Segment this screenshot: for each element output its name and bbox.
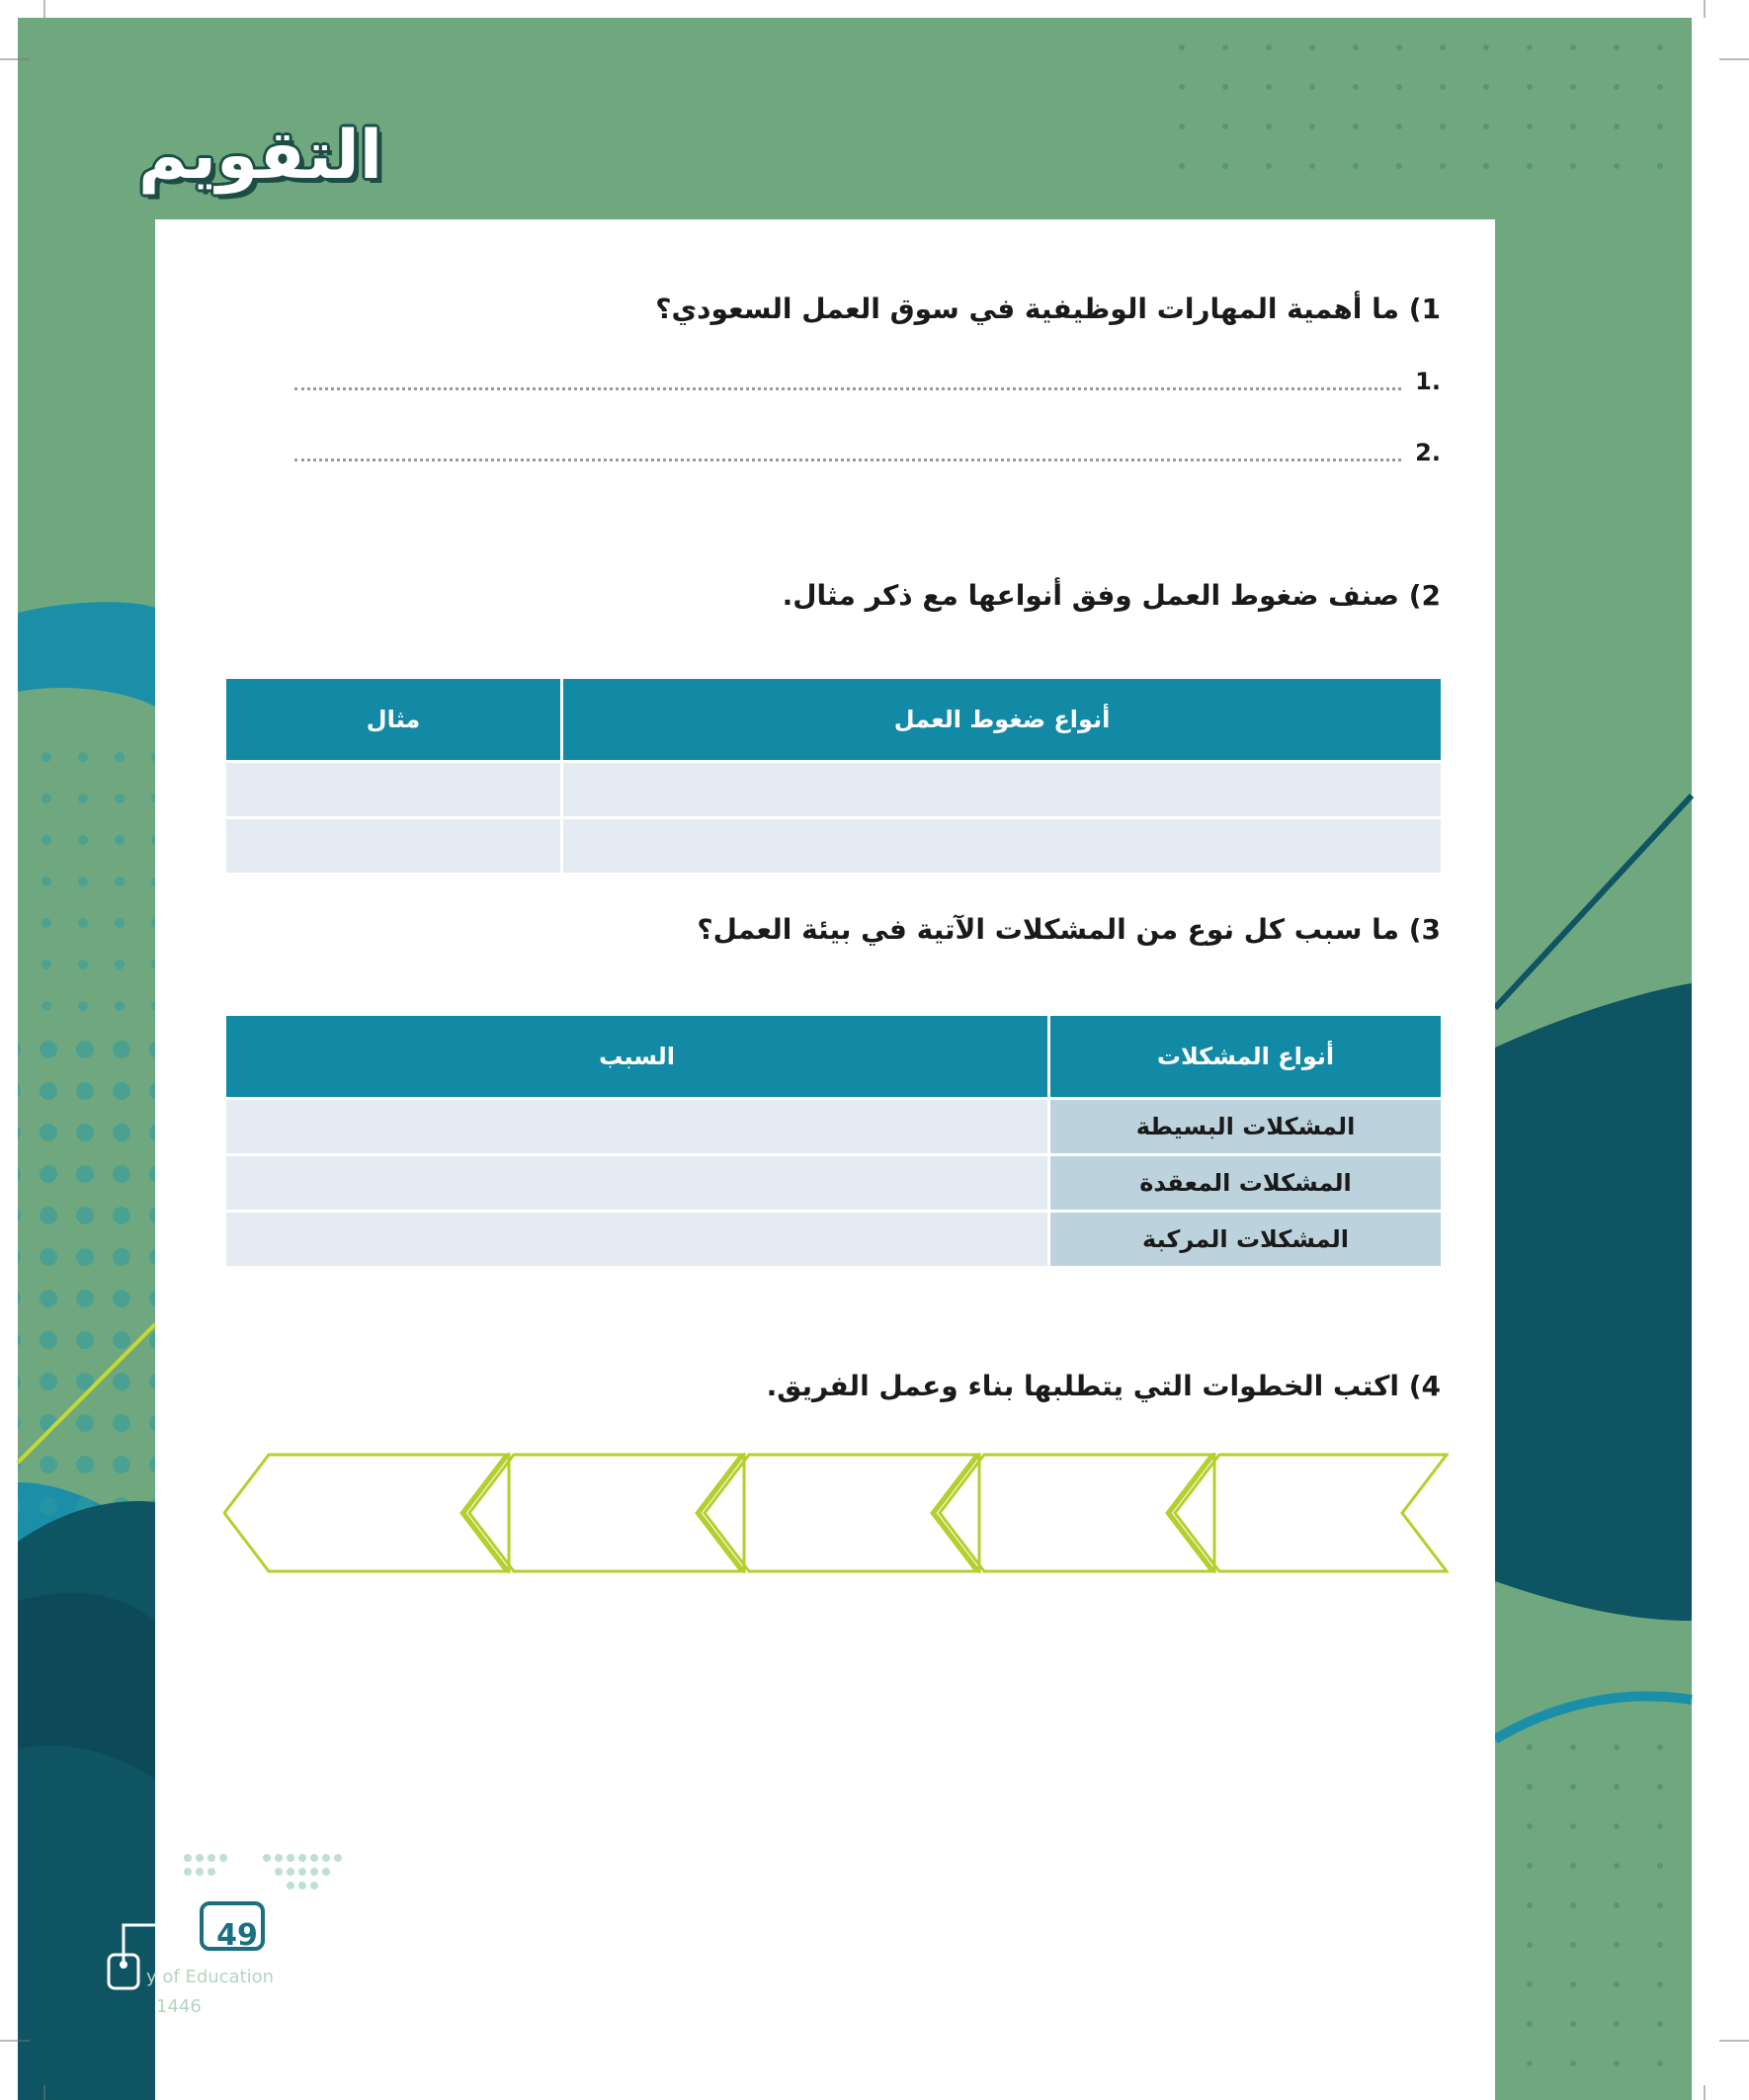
chevron-step-1[interactable] xyxy=(1170,1455,1447,1571)
table-row xyxy=(226,763,1441,816)
header-example: مثال xyxy=(226,679,560,760)
team-steps-chevrons xyxy=(223,1453,1449,1573)
example-cell[interactable] xyxy=(226,763,560,816)
question-4: 4) اكتب الخطوات التي يتطلبها بناء وعمل الفريق. xyxy=(766,1370,1441,1402)
question-1: 1) ما أهمية المهارات الوظيفية في سوق العمل السعودي؟ xyxy=(655,293,1441,325)
page-number: 49 xyxy=(216,1918,258,1953)
stress-types-table xyxy=(223,676,1444,876)
cause-cell[interactable] xyxy=(226,1213,1047,1266)
cause-cell[interactable] xyxy=(226,1100,1047,1153)
q1-answer-line-2[interactable] xyxy=(294,459,1401,462)
question-2: 2) صنف ضغوط العمل وفق أنواعها مع ذكر مثال. xyxy=(782,579,1441,612)
q1-item-2-number: .2 xyxy=(1415,439,1441,466)
stress-type-cell[interactable] xyxy=(563,819,1441,873)
watermark-line-2: 1446 xyxy=(156,1996,202,2017)
table-row xyxy=(226,819,1441,873)
watermark-line-1: y of Education xyxy=(146,1967,275,1987)
cause-cell[interactable] xyxy=(226,1156,1047,1210)
problem-type-cell: المشكلات المعقدة xyxy=(1050,1156,1441,1210)
problem-type-cell: المشكلات البسيطة xyxy=(1050,1100,1441,1153)
stress-type-cell[interactable] xyxy=(563,763,1441,816)
table-row xyxy=(226,1100,1441,1153)
page-title: التقويم xyxy=(138,117,383,195)
problems-table xyxy=(223,1013,1444,1269)
table-header-row xyxy=(226,679,1441,760)
table-header-row xyxy=(226,1016,1441,1097)
table-row xyxy=(226,1156,1441,1210)
table-row xyxy=(226,1213,1441,1266)
example-cell[interactable] xyxy=(226,819,560,873)
header-stress-types: أنواع ضغوط العمل xyxy=(563,679,1441,760)
problem-type-cell: المشكلات المركبة xyxy=(1050,1213,1441,1266)
q1-answer-line-1[interactable] xyxy=(294,387,1401,390)
header-problem-types: أنواع المشكلات xyxy=(1050,1016,1441,1097)
q1-item-1-number: .1 xyxy=(1415,368,1441,395)
question-3: 3) ما سبب كل نوع من المشكلات الآتية في بيئة العمل؟ xyxy=(697,913,1441,946)
header-cause: السبب xyxy=(226,1016,1047,1097)
